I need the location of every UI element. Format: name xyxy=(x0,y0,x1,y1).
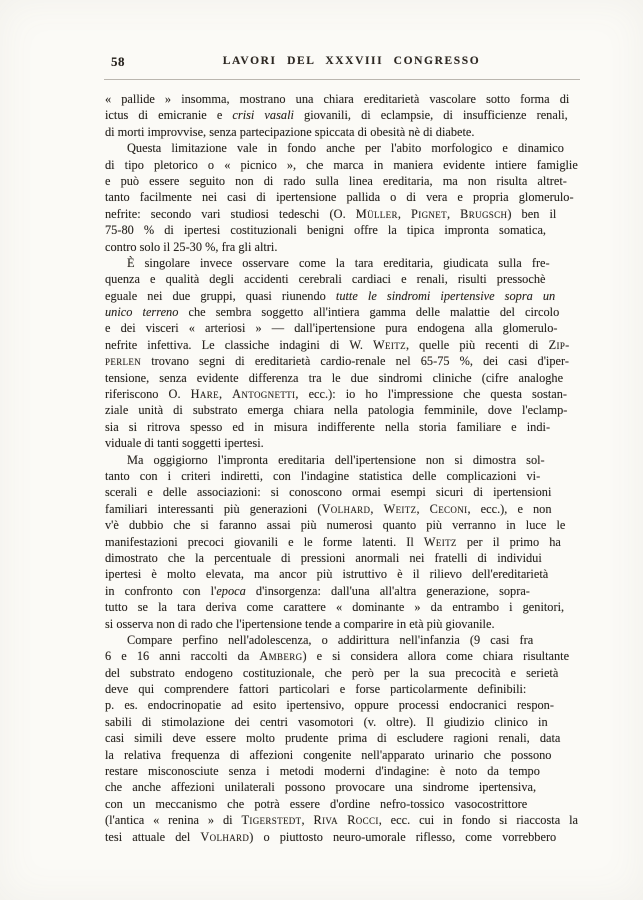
text-line: quenza e qualità degli accidenti cerebrali cardiaci e renali, risulti pressochè xyxy=(105,272,546,287)
small-caps-name: Weitz xyxy=(423,534,457,549)
italic-text: crisi vasali xyxy=(232,108,294,123)
small-caps-name: Ceconi xyxy=(429,501,468,516)
paragraph xyxy=(105,255,578,452)
text-line: unico terreno che sembra soggetto all'intiera gamma delle malattie del circolo xyxy=(105,305,560,320)
text-line: deve qui comprendere fattori particolari e forse particolarmente definibili: xyxy=(105,682,527,697)
text-line: « pallide » insomma, mostrano una chiara ereditarietà vascolare sotto forma di xyxy=(105,92,570,106)
text-line: p. es. endocrinopatie ad esito ipertensivo, oppure processi endocranici respon- xyxy=(105,698,554,713)
small-caps-name: Antognetti xyxy=(232,387,296,402)
text-line: che anche affezioni unilaterali possono provocare una sindrome ipertensiva, xyxy=(105,780,537,795)
text-line: perlen trovano segni di ereditarietà cardio-renale nel 65-75 %, dei casi d'iper- xyxy=(105,354,569,369)
text-line: ictus di emicranie e crisi vasali giovanili, di eclampsie, di insufficienze renali, xyxy=(105,108,568,123)
text-line: ipertesi è molto elevata, ma ancor più istruttivo è il rilievo dell'ereditarietà xyxy=(105,567,549,582)
text-line: riferiscono O. Hare, Antognetti, ecc.): io ho l'impressione che questa sostan- xyxy=(105,387,568,402)
text-line: tensione, senza evidente differenza tra le due sindromi cliniche (cifre analoghe xyxy=(105,370,564,385)
text-line: ziale unità di substrato emerga chiara nella patologia femminile, dove l'eclamp- xyxy=(105,403,568,418)
text-line: tesi attuale del Volhard) o piuttosto neuro-umorale riflesso, come vorrebbero xyxy=(105,829,557,844)
text-line: scerali e delle associazioni: si conoscono ormai esempi sicuri di ipertensioni xyxy=(105,485,552,500)
page-number: 58 xyxy=(111,54,125,69)
text-line: e dei visceri « arteriosi » — dall'ipertensione pura endogena alla glomerulo- xyxy=(105,321,558,336)
text-line: dimostrato che la percentuale di pressioni anormali nei fratelli di individui xyxy=(105,550,542,565)
header-rule xyxy=(104,79,580,80)
page-header xyxy=(105,52,578,70)
text-line: nefrite infettiva. Le classiche indagini di W. Weitz, quelle più recenti di Zip- xyxy=(105,337,570,352)
text-line: di tipo pletorico o « picnico », che marca in maniera evidente intiere famiglie xyxy=(105,157,578,172)
running-header: LAVORI DEL XXXVIII CONGRESSO xyxy=(222,55,481,67)
text-line: (l'antica « renina » di Tigerstedt, Riva Rocci, ecc. cui in fondo si riaccosta la xyxy=(105,813,578,828)
text-line: È singolare invece osservare come la tara ereditaria, giudicata sulla fre- xyxy=(127,255,550,270)
text-line: Ma oggigiorno l'impronta ereditaria dell'ipertensione non si dimostra sol- xyxy=(127,452,545,467)
text-line: di morti improvvise, senza partecipazione spiccata di obesità nè di diabete. xyxy=(105,124,475,139)
text-line: la relativa frequenza di affezioni congenite nell'apparato urinario che possono xyxy=(105,747,552,762)
text-line: 75-80 % di ipertesi costituzionali benigni offre la tipica impronta somatica, xyxy=(105,223,547,238)
small-caps-name: Brugsch xyxy=(460,206,508,221)
text-line: Questa limitazione vale in fondo anche per l'abito morfologico e dinamico xyxy=(127,141,564,156)
text-line: si osserva non di rado che l'ipertensione tende a comparire in età più giovanile. xyxy=(105,616,495,631)
italic-text: epoca xyxy=(216,583,246,598)
text-line: casi simili deve essere molto prudente prima di escludere ragioni renali, data xyxy=(105,731,561,746)
text-line: nefrite: secondo vari studiosi tedeschi (O. Müller, Pignet, Brugsch) ben il xyxy=(105,206,557,221)
paragraph xyxy=(105,91,578,140)
small-caps-name: Tigerstedt xyxy=(241,813,302,828)
small-caps-name: Weitz xyxy=(383,501,417,516)
text-line: sia si ritrova spesso ed in misura indifferente nella storia familiare e indi- xyxy=(105,419,551,434)
text-line: 6 e 16 anni raccolti da Amberg) e si considera allora come chiara risultante xyxy=(105,649,570,664)
text-line: con un meccanismo che potrà essere d'ordine nefro-tossico vasocostrittore xyxy=(105,796,528,811)
text-line: v'è dubbio che si faranno assai più numerosi quanto più verranno in luce le xyxy=(105,518,566,533)
small-caps-name: Hare xyxy=(190,387,219,402)
paragraph xyxy=(105,452,578,632)
text-line: in confronto con l'epoca d'insorgenza: dall'una all'altra generazione, sopra- xyxy=(105,583,530,598)
text-line: sabili di stimolazione dei centri vasomotori (v. oltre). Il giudizio clinico in xyxy=(105,714,548,729)
small-caps-name: Volhard xyxy=(200,829,250,844)
small-caps-name: Volhard xyxy=(321,501,371,516)
page-body xyxy=(105,91,578,845)
text-line: restare misconosciute senza i metodi moderni d'indagine: è noto da tempo xyxy=(105,764,540,779)
small-caps-name: perlen xyxy=(105,354,142,369)
italic-text: unico terreno xyxy=(105,305,179,320)
small-caps-name: Müller xyxy=(355,206,398,221)
text-line: tutto se la tara deriva come carattere « dominante » da entrambo i genitori, xyxy=(105,600,565,615)
text-line: manifestazioni precoci giovanili e le forme latenti. Il Weitz per il primo ha xyxy=(105,534,561,549)
text-line: viduale di tanti soggetti ipertesi. xyxy=(105,436,264,451)
paragraph xyxy=(105,140,578,255)
small-caps-name: Riva Rocci xyxy=(313,813,379,828)
paragraph xyxy=(105,632,578,845)
italic-text: tutte le sindromi ipertensive sopra un xyxy=(335,288,556,303)
text-line: tanto facilmente nei casi di ipertensione pallida o di vera e propria glomerulo- xyxy=(105,190,574,205)
text-line: familiari interessanti più generazioni (Volhard, Weitz, Ceconi, ecc.), e non xyxy=(105,501,552,516)
text-line: eguale nei due gruppi, quasi riunendo tutte le sindromi ipertensive sopra un xyxy=(105,288,556,303)
text-line: contro solo il 25-30 %, fra gli altri. xyxy=(105,239,278,254)
small-caps-name: Pignet xyxy=(411,206,447,221)
small-caps-name: Amberg xyxy=(259,649,303,664)
text-line: del substrato endogeno costituzionale, che però per la sua precocità e serietà xyxy=(105,665,559,680)
text-line: tanto con i criteri indiretti, con l'indagine statistica delle complicazioni vi- xyxy=(105,468,541,483)
small-caps-name: Zip- xyxy=(548,337,570,352)
small-caps-name: Weitz xyxy=(373,337,406,352)
text-line: e può essere seguito non di rado sulla linea ereditaria, ma non risulta altret- xyxy=(105,173,567,188)
text-line: Compare perfino nell'adolescenza, o addirittura nell'infanzia (9 casi fra xyxy=(127,632,534,647)
